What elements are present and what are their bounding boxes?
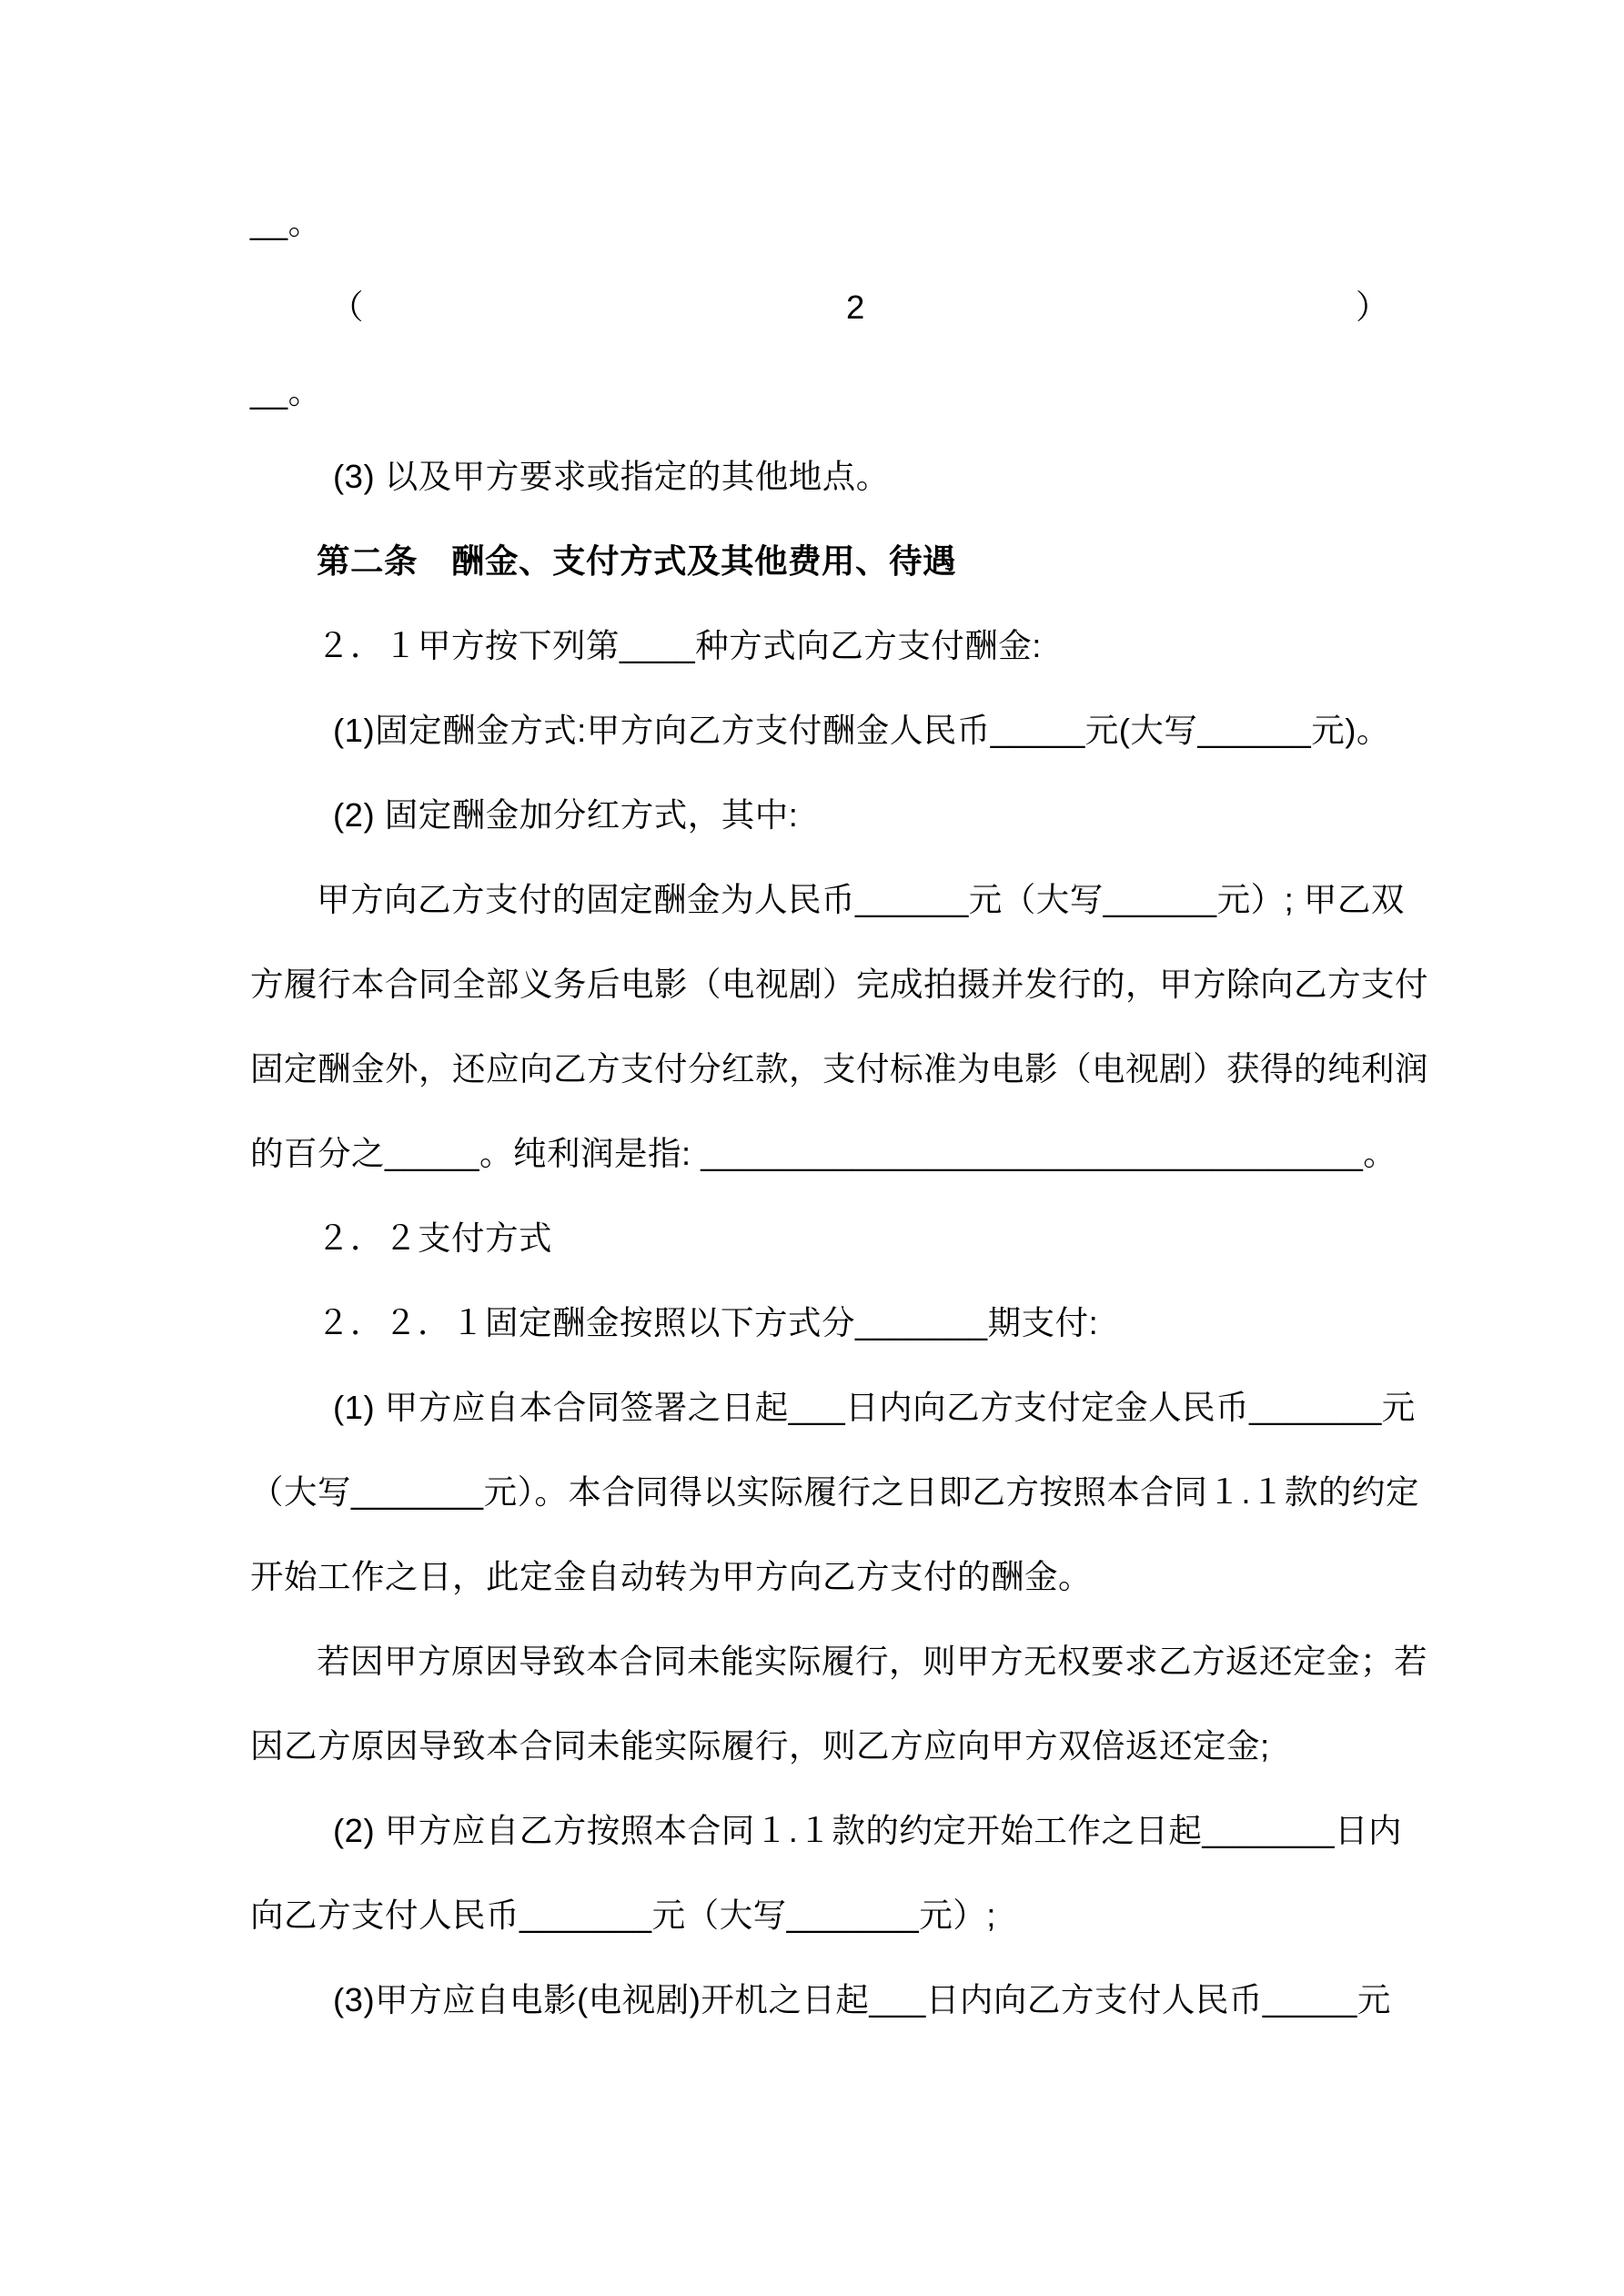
contract-line: 若因甲方原因导致本合同未能实际履行，则甲方无权要求乙方返还定金；若 [317, 1643, 1427, 1680]
contract-line: （大写_______元）。本合同得以实际履行之日即乙方按照本合同１.１款的约定 [250, 1473, 1419, 1511]
clause-item-3-location: (3) 以及甲方要求或指定的其他地点。 [333, 458, 890, 495]
clause-item-2-fixed-plus-dividend: (2) 固定酬金加分红方式，其中: [333, 796, 799, 834]
contract-line: 因乙方原因导致本合同未能实际履行，则乙方应向甲方双倍返还定金; [250, 1727, 1270, 1765]
close-paren: ） [1356, 288, 1389, 326]
open-paren: （ [330, 288, 364, 326]
clause-item-1-deposit: (1) 甲方应自本合同签署之日起___日内向乙方支付定金人民币_______元 [333, 1389, 1416, 1426]
clause-item-2-payment-after-start: (2) 甲方应自乙方按照本合同１.１款的约定开始工作之日起_______日内 [333, 1812, 1402, 1849]
contract-line: 甲方向乙方支付的固定酬金为人民币______元（大写______元）; 甲乙双 [317, 881, 1405, 918]
blank-fill-line: __。 [250, 373, 322, 410]
spread-clause-number-line [250, 265, 1415, 349]
clause-number: 2 [846, 288, 865, 326]
contract-line: 方履行本合同全部义务后电影（电视剧）完成拍摄并发行的，甲方除向乙方支付 [250, 966, 1428, 1003]
contract-line: 固定酬金外，还应向乙方支付分红款，支付标准为电影（电视剧）获得的纯利润 [250, 1050, 1428, 1087]
clause-item-3-payment-after-shooting: (3)甲方应自电影(电视剧)开机之日起___日内向乙方支付人民币_____元 [333, 1981, 1391, 2018]
contract-body [250, 180, 1428, 2042]
clause-item-1-fixed-remuneration: (1)固定酬金方式:甲方向乙方支付酬金人民币_____元(大写______元)。 [333, 712, 1390, 749]
contract-line: 开始工作之日，此定金自动转为甲方向乙方支付的酬金。 [250, 1558, 1092, 1595]
section-heading-article-2: 第二条 酬金、支付方式及其他费用、待遇 [317, 542, 956, 580]
clause-2-1-payment-method: ２．１甲方按下列第____种方式向乙方支付酬金: [317, 627, 1042, 664]
clause-2-2-1-installments: ２．２．１固定酬金按照以下方式分_______期支付: [317, 1304, 1099, 1341]
clause-2-2-payment-way: ２．２支付方式 [317, 1219, 552, 1257]
contract-line: 的百分之_____。纯利润是指: ___________________________________。 [250, 1135, 1397, 1172]
contract-line: 向乙方支付人民币_______元（大写_______元）; [250, 1896, 996, 1934]
blank-fill-line: __。 [250, 204, 322, 241]
